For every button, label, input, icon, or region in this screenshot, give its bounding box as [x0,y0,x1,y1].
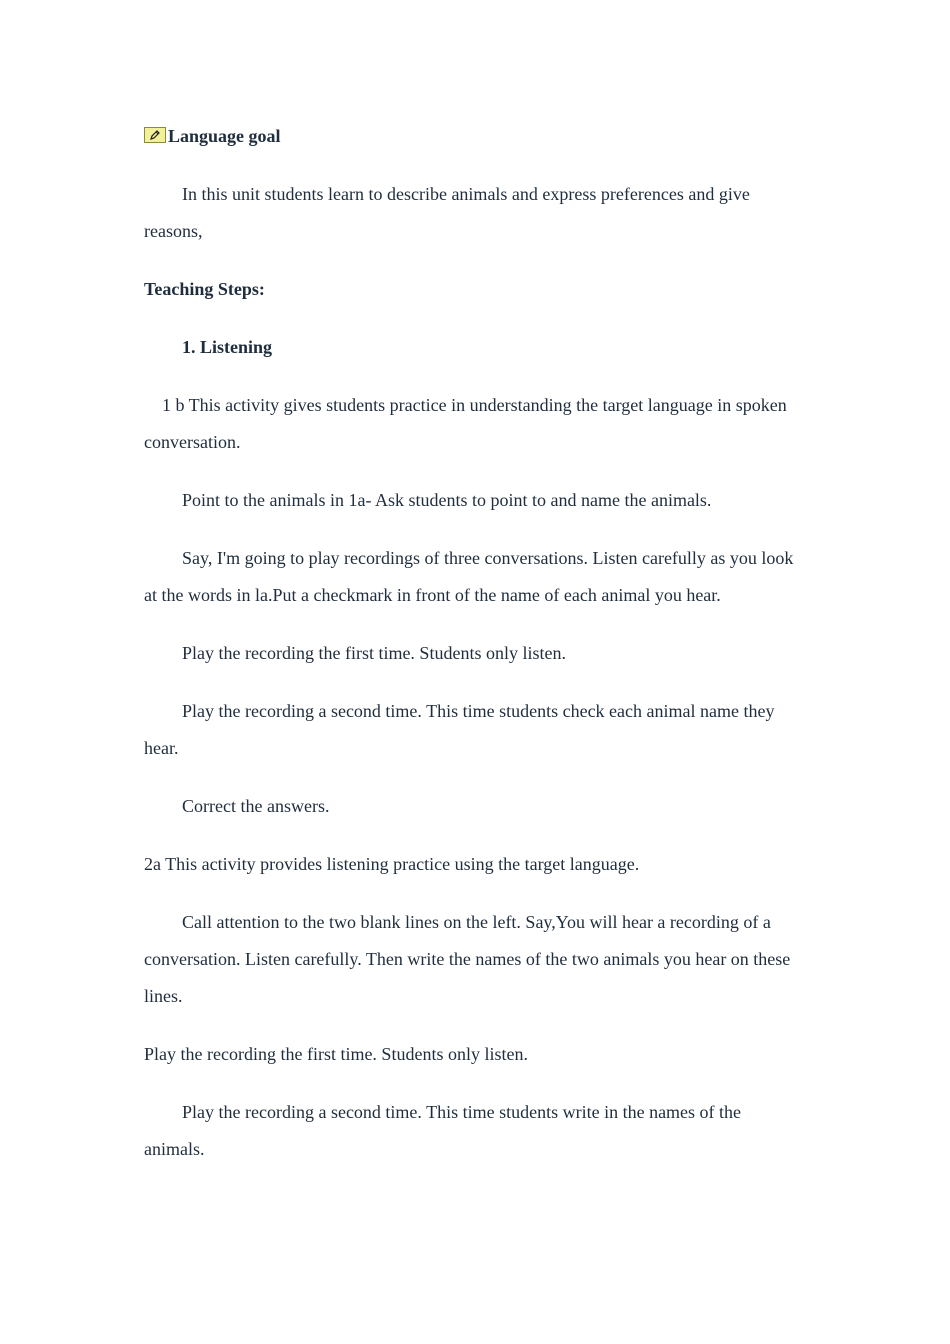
language-goal-heading [144,118,806,155]
document-page [144,118,806,1189]
paragraph-blank-lines: Call attention to the two blank lines on the left. Say,You will hear a recording of a conversation. Listen carefully. Then write the names of the two animals you hear on these lines. [144,912,791,1006]
paragraph-second-play: Play the recording a second time. This time students check each animal name they hear. [144,701,775,758]
paragraph-first-play: Play the recording the first time. Students only listen. [182,643,566,663]
intro-paragraph: In this unit students learn to describe animals and express preferences and give reasons, [144,184,750,241]
section-title: Teaching Steps: [144,279,265,299]
pencil-note-icon [144,127,166,143]
paragraph-point-animals: Point to the animals in 1a- Ask students to point to and name the animals. [182,490,712,510]
paragraph-2a-second-play: Play the recording a second time. This time students write in the names of the animals. [144,1102,742,1159]
subsection-title: 1. Listening [182,337,273,357]
paragraph-2a-first-play: Play the recording the first time. Students only listen. [144,1044,528,1064]
paragraph-correct-answers: Correct the answers. [182,796,330,816]
paragraph-say-recordings: Say, I'm going to play recordings of three conversations. Listen carefully as you look at the words in la.Put a checkmark in front of the name of each animal you hear. [144,548,794,605]
paragraph-1b: 1 b This activity gives students practice in understanding the target language in spoken conversation. [144,395,787,452]
language-goal-title: Language goal [168,126,281,146]
paragraph-2a: 2a This activity provides listening practice using the target language. [144,854,640,874]
